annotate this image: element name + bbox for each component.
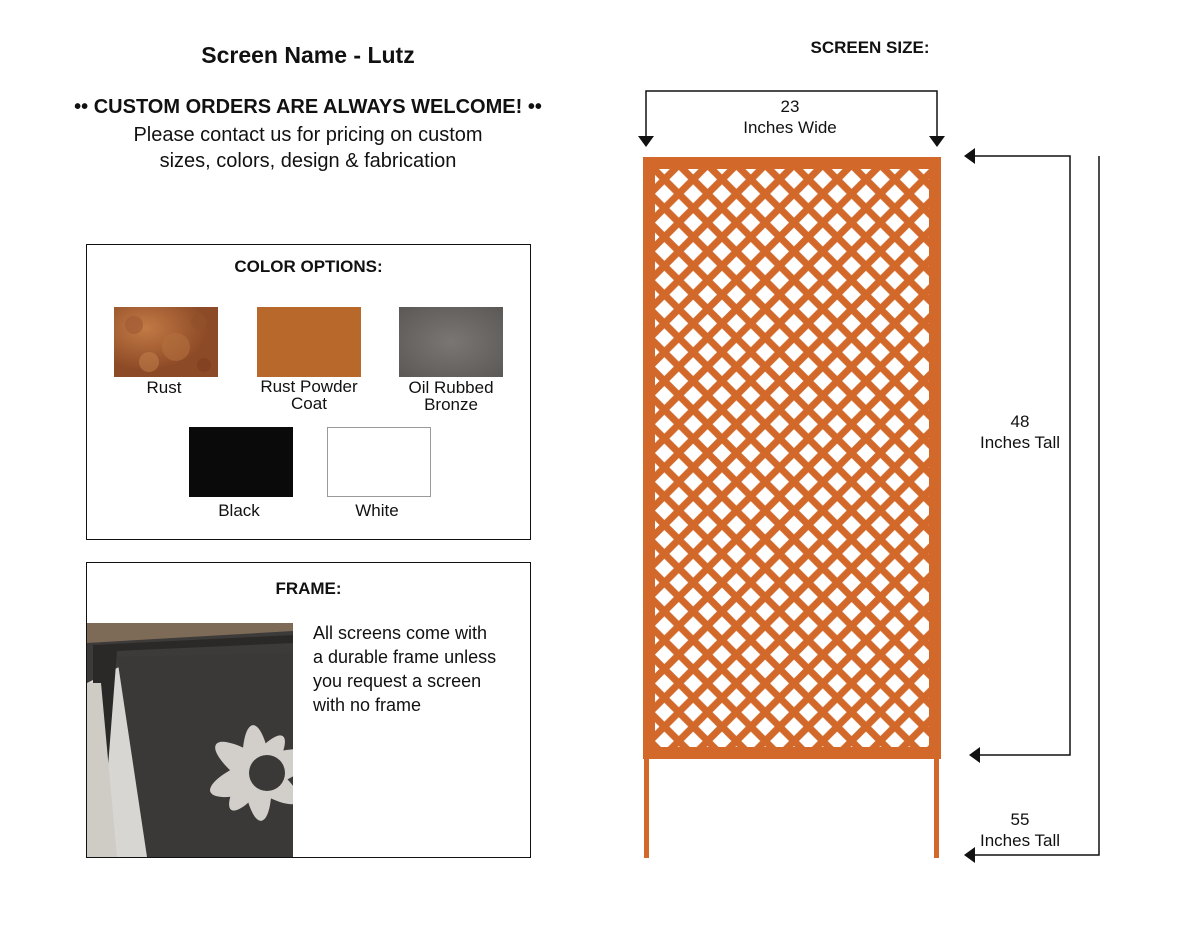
page-title: Screen Name - Lutz [201,42,415,68]
height-arrow-top [964,148,975,164]
lattice-panel [643,157,941,759]
custom-orders-line-1: Please contact us for pricing on custom [133,124,483,146]
total-height-label [955,809,1085,851]
frame-description: All screens come with a durable frame unless you request a screen with no frame [313,623,497,715]
total-height-unit: Inches Tall [979,831,1060,850]
width-arrow-left [638,136,654,147]
total-height-dimension [975,156,1099,855]
custom-orders-line-2: sizes, colors, design & fabrication [159,150,457,172]
total-height-value: 55 [1010,810,1030,829]
height-unit: Inches Tall [979,433,1060,452]
frame-heading: FRAME: [275,579,342,598]
height-arrow-bottom [969,747,980,763]
width-unit: Inches Wide [743,118,837,137]
width-value: 23 [780,97,800,116]
white-label: White [355,501,399,520]
oil-rubbed-bronze-label: Oil Rubbed Bronze [408,378,494,414]
right-leg [934,759,939,858]
color-options-heading: COLOR OPTIONS: [234,257,383,276]
rust-powder-coat-label: Rust Powder Coat [260,377,358,413]
black-label: Black [218,501,260,520]
rust-label: Rust [146,378,182,397]
left-leg [644,759,649,858]
custom-orders-heading: •• CUSTOM ORDERS ARE ALWAYS WELCOME! •• [74,96,542,118]
height-value: 48 [1010,412,1030,431]
height-label [955,411,1085,453]
height-dimension [975,156,1070,755]
width-arrow-right [929,136,945,147]
screen-size-heading: SCREEN SIZE: [810,38,930,57]
width-label [720,96,860,138]
